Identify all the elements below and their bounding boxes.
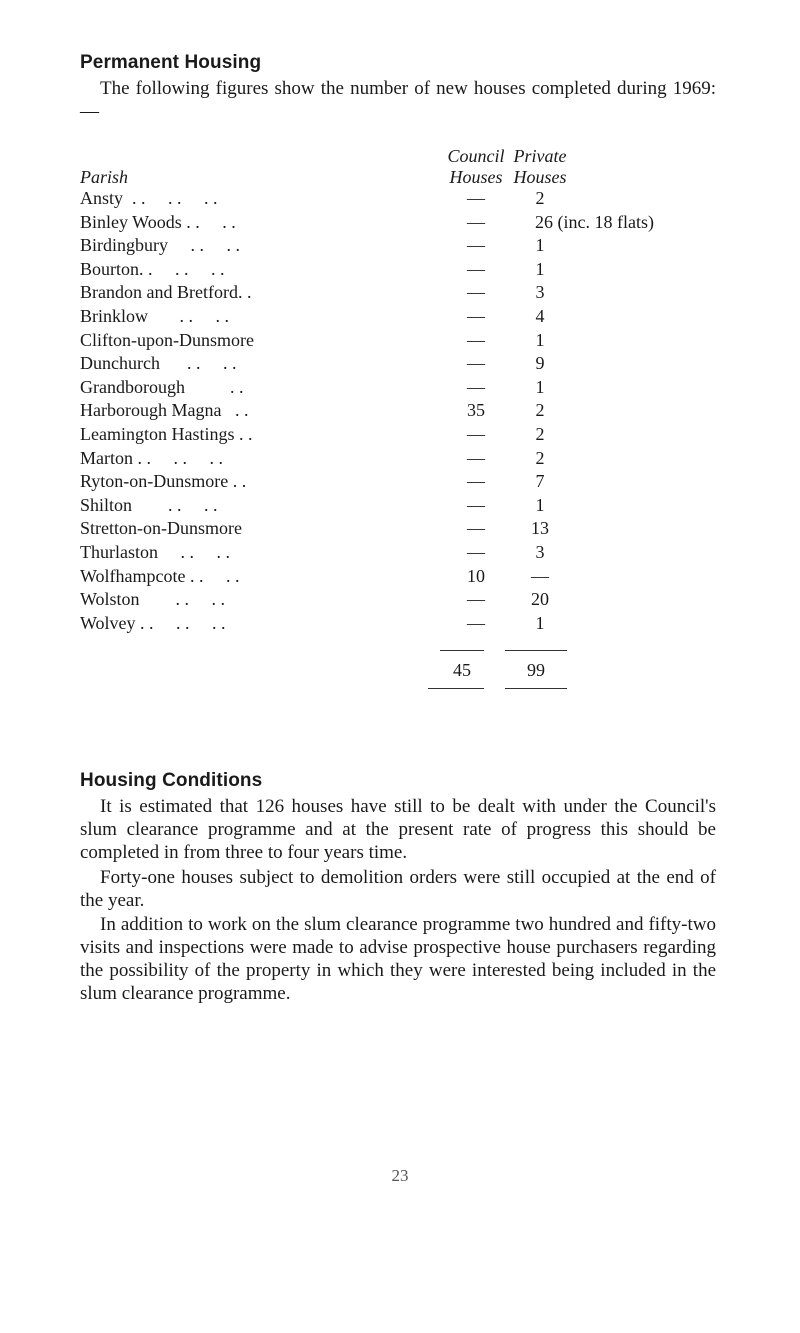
parish-cell: Brandon and Bretford. .: [80, 282, 252, 303]
page-number: 23: [391, 1166, 409, 1185]
private-houses-cell: 2: [535, 424, 545, 444]
parish-cell: Wolston . . . .: [80, 589, 226, 610]
parish-cell: Clifton-upon-Dunsmore: [80, 329, 254, 350]
private-houses-cell: 26 (inc. 18 flats): [535, 211, 654, 232]
parish-cell: Marton . . . . . .: [80, 447, 223, 468]
council-houses-cell: —: [467, 542, 485, 562]
table-row: [80, 235, 740, 257]
table-row: [80, 400, 740, 422]
private-houses-cell: 1: [535, 329, 545, 350]
parish-cell: Harborough Magna . .: [80, 400, 249, 421]
parish-cell: Leamington Hastings . .: [80, 424, 253, 444]
table-row: [80, 613, 740, 635]
table-row: [80, 212, 740, 234]
parish-cell: Stretton-on-Dunsmore: [80, 518, 242, 539]
council-houses-cell: —: [467, 282, 485, 303]
private-houses-cell: 1: [535, 235, 545, 256]
parish-cell: Binley Woods . . . .: [80, 211, 236, 232]
table-row: [80, 589, 740, 611]
private-houses-cell: 1: [535, 258, 545, 279]
council-houses-cell: —: [467, 306, 485, 326]
private-houses-cell: 2: [535, 188, 545, 208]
private-houses-cell: 2: [535, 400, 545, 421]
council-houses-cell: —: [467, 211, 485, 232]
parish-cell: Shilton . . . .: [80, 494, 218, 515]
council-total-rule-bottom: [428, 688, 484, 689]
table-row: [80, 188, 740, 210]
parish-cell: Brinklow . . . .: [80, 306, 230, 326]
housing-conditions-para-3: In addition to work on the slum clearance programme two hundred and fifty-two visits and inspections were made to advise prospective house purchasers regarding the possibility of the property in which they were interested being included in the slum clearance programme.: [80, 914, 716, 1004]
council-houses-cell: —: [467, 376, 485, 397]
private-houses-cell: 20: [531, 589, 549, 610]
council-houses-cell: —: [467, 188, 485, 208]
parish-cell: Thurlaston . . . .: [80, 542, 230, 562]
private-houses-cell: 3: [535, 282, 545, 303]
council-houses-cell: —: [467, 235, 485, 256]
table-row: [80, 353, 740, 375]
table-row: [80, 424, 740, 446]
council-houses-cell: —: [467, 494, 485, 515]
parish-cell: Ryton-on-Dunsmore . .: [80, 471, 247, 492]
table-row: [80, 259, 740, 281]
table-row: [80, 306, 740, 328]
table-row: [80, 377, 740, 399]
private-total-rule-bottom: [505, 688, 567, 689]
total-council: 45: [453, 660, 471, 680]
private-houses-cell: 1: [535, 376, 545, 397]
col-header-parish: Parish: [80, 167, 129, 187]
council-houses-cell: —: [467, 471, 485, 492]
council-houses-cell: —: [467, 258, 485, 279]
total-private: 99: [527, 660, 545, 680]
parish-cell: Grandborough . .: [80, 376, 244, 397]
council-houses-cell: —: [467, 518, 485, 539]
col-header-private: Private Houses: [513, 146, 567, 187]
private-houses-cell: —: [531, 565, 549, 586]
parish-cell: Bourton. . . . . .: [80, 258, 225, 279]
parish-cell: Dunchurch . . . .: [80, 353, 237, 374]
table-row: [80, 448, 740, 470]
council-total-rule-top: [440, 650, 484, 651]
private-houses-cell: 9: [535, 353, 545, 374]
housing-conditions-para-1: It is estimated that 126 houses have still to be dealt with under the Council's slum clearance programme and at the present rate of progress this should be completed in from three to four years time.: [80, 796, 716, 863]
permanent-housing-intro: The following figures show the number of new houses completed during 1969: —: [80, 78, 716, 122]
table-row: [80, 282, 740, 304]
table-row: [80, 330, 740, 352]
private-houses-cell: 1: [535, 494, 545, 515]
council-houses-cell: —: [467, 589, 485, 610]
council-houses-cell: —: [467, 612, 485, 633]
table-row: [80, 471, 740, 493]
private-houses-cell: 1: [535, 612, 545, 633]
private-houses-cell: 7: [535, 471, 545, 492]
permanent-housing-heading: Permanent Housing: [80, 52, 262, 73]
council-houses-cell: —: [467, 424, 485, 444]
private-total-rule-top: [505, 650, 567, 651]
private-houses-cell: 4: [535, 306, 545, 326]
housing-conditions-heading: Housing Conditions: [80, 770, 263, 791]
table-row: [80, 495, 740, 517]
housing-conditions-para-2: Forty-one houses subject to demolition orders were still occupied at the end of the year.: [80, 867, 716, 911]
parish-cell: Wolvey . . . . . .: [80, 612, 226, 633]
council-houses-cell: —: [467, 353, 485, 374]
private-houses-cell: 2: [535, 447, 545, 468]
council-houses-cell: —: [467, 447, 485, 468]
private-houses-cell: 13: [531, 518, 549, 539]
parish-cell: Wolfhampcote . . . .: [80, 565, 240, 586]
council-houses-cell: 35: [467, 400, 485, 421]
table-row: [80, 566, 740, 588]
council-houses-cell: 10: [467, 565, 485, 586]
parish-cell: Birdingbury . . . .: [80, 235, 240, 256]
table-row: [80, 518, 740, 540]
parish-cell: Ansty . . . . . .: [80, 188, 218, 208]
private-houses-cell: 3: [535, 542, 545, 562]
council-houses-cell: —: [467, 329, 485, 350]
col-header-council: Council Houses: [447, 146, 505, 187]
table-row: [80, 542, 740, 564]
